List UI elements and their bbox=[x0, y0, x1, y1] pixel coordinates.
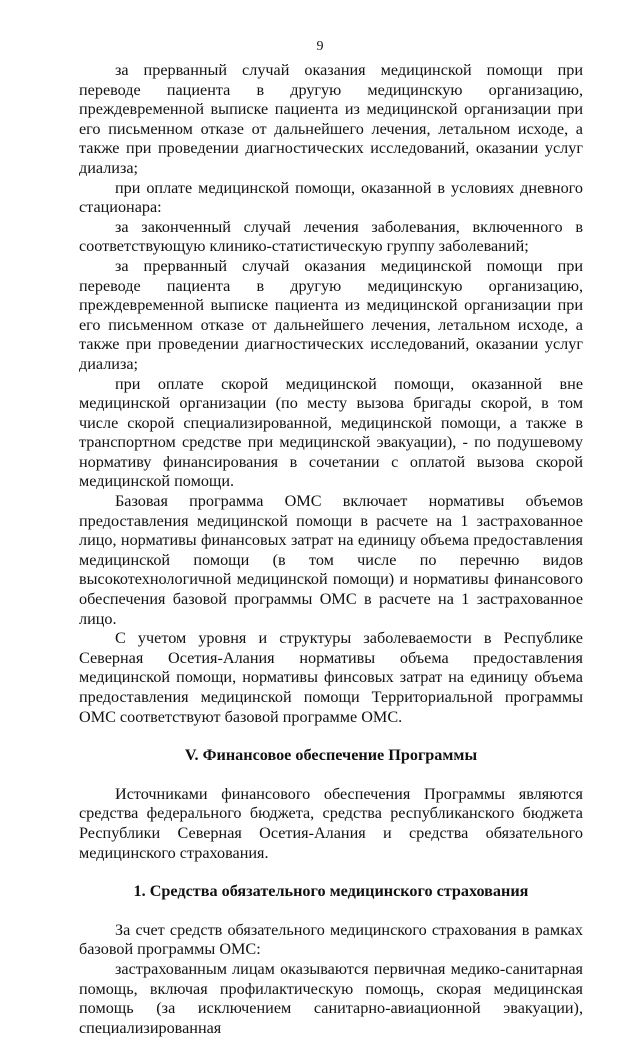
spacer bbox=[79, 766, 583, 785]
paragraph: застрахованным лицам оказываются первичная медико-санитарная помощь, включая профилактическую помощь, скорая медицинская помощь (за исключением санитарно-авиационной эвакуации), специализированная bbox=[79, 959, 583, 1037]
spacer bbox=[79, 863, 583, 882]
subsection-heading: 1. Средства обязательного медицинского страхования bbox=[133, 882, 529, 901]
document-body bbox=[79, 61, 583, 1038]
page-number: 9 bbox=[316, 39, 324, 54]
paragraph: Базовая программа ОМС включает нормативы объемов предоставления медицинской помощи в расчете на 1 застрахованное лицо, нормативы финансовых затрат на единицу объема предоставления медицинской помощи (в том числе по перечню видов высокотехнологичной медицинской помощи) и нормативы финансового обеспечения базовой программы ОМС в расчете на 1 застрахованное лицо. bbox=[79, 492, 583, 628]
paragraph: за прерванный случай оказания медицинской помощи при переводе пациента в другую медицинскую организацию, преждевременной выписке пациента из медицинской организации при его письменном отказе от дальнейшего лечения, летальном исходе, а также при проведении диагностических исследований, оказании услуг диализа; bbox=[79, 61, 583, 177]
paragraph: С учетом уровня и структуры заболеваемости в Республике Северная Осетия-Алания нормативы объема предоставления медицинской помощи, нормативы финсовых затрат на единицу объема предоставления медицинской помощи Территориальной программы ОМС соответствуют базовой программе ОМС. bbox=[79, 629, 583, 726]
paragraph: при оплате медицинской помощи, оказанной в условиях дневного стационара: bbox=[79, 178, 583, 217]
paragraph: За счет средств обязательного медицинского страхования в рамках базовой программы ОМС: bbox=[79, 920, 583, 959]
section-heading: V. Финансовое обеспечение Программы bbox=[184, 746, 478, 765]
paragraph: за прерванный случай оказания медицинской помощи при переводе пациента в другую медицинскую организацию, преждевременной выписке пациента из медицинской организации при его письменном отказе от дальнейшего лечения, летальном исходе, а также при проведении диагностических исследований, оказании услуг диализа; bbox=[79, 256, 583, 373]
spacer bbox=[79, 727, 583, 746]
paragraph: за законченный случай лечения заболевания, включенного в соответствующую клинико-статистическую группу заболеваний; bbox=[79, 217, 583, 256]
paragraph: при оплате скорой медицинской помощи, оказанной вне медицинской организации (по месту вызова бригады скорой, в том числе скорой специализированной, медицинской помощи, а также в транспортном средстве при медицинской эвакуации), - по подушевому нормативу финансирования в сочетании с оплатой вызова скорой медицинской помощи. bbox=[79, 374, 583, 491]
paragraph: Источниками финансового обеспечения Программы являются средства федерального бюджета, средства республиканского бюджета Республики Северная Осетия-Алания и средства обязательного медицинского страхования. bbox=[79, 784, 583, 862]
